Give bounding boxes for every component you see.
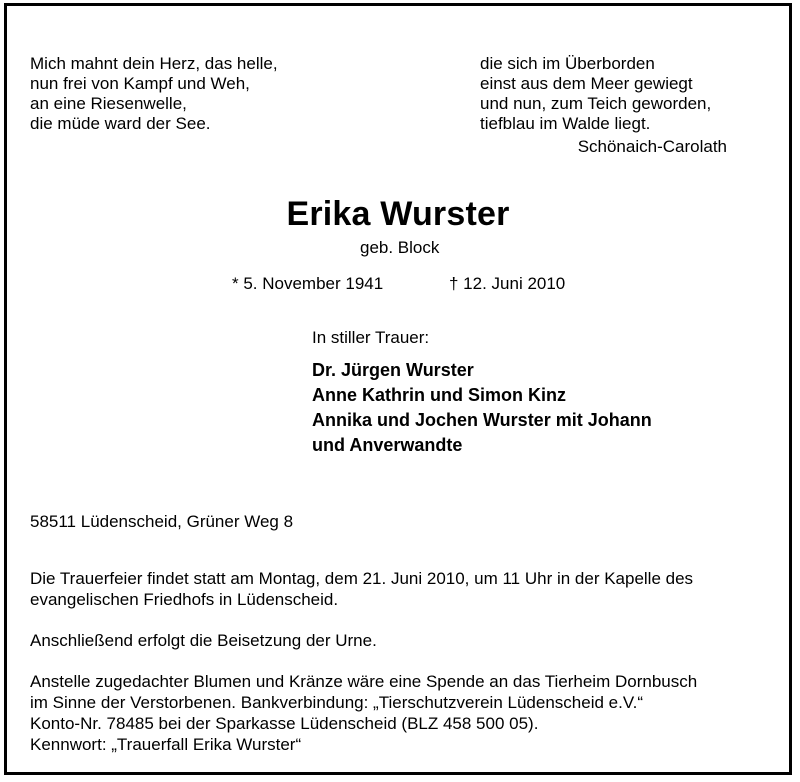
- mourner-name: Annika und Jochen Wurster mit Johann: [312, 410, 652, 430]
- poem-line: die sich im Überborden: [480, 54, 655, 73]
- poem-author: Schönaich-Carolath: [577, 137, 727, 156]
- family-address: 58511 Lüdenscheid, Grüner Weg 8: [30, 512, 294, 531]
- mourners-list: [312, 358, 652, 458]
- poem-line: Mich mahnt dein Herz, das helle,: [30, 54, 278, 73]
- poem-left-stanza: [30, 54, 278, 134]
- poem-line: und nun, zum Teich geworden,: [480, 94, 712, 113]
- obituary-notice: [4, 3, 792, 775]
- poem-line: an eine Riesenwelle,: [30, 94, 187, 113]
- poem-line: einst aus dem Meer gewiegt: [480, 74, 693, 93]
- birth-date: * 5. November 1941: [232, 274, 384, 293]
- mourner-name: Anne Kathrin und Simon Kinz: [312, 385, 566, 405]
- paragraph-line: Anschließend erfolgt die Beisetzung der Urne.: [30, 631, 377, 650]
- poem-right-stanza: [480, 54, 711, 134]
- paragraph-line: Konto-Nr. 78485 bei der Sparkasse Lüdenscheid (BLZ 458 500 05).: [30, 714, 539, 733]
- poem-line: nun frei von Kampf und Weh,: [30, 74, 250, 93]
- death-date: † 12. Juni 2010: [449, 274, 566, 293]
- burial-paragraph: [30, 630, 377, 651]
- mourner-name: Dr. Jürgen Wurster: [312, 360, 474, 380]
- paragraph-line: Anstelle zugedachter Blumen und Kränze wäre eine Spende an das Tierheim Dornbusch: [30, 672, 698, 691]
- paragraph-line: Kennwort: „Trauerfall Erika Wurster“: [30, 735, 302, 754]
- maiden-name: geb. Block: [360, 238, 440, 257]
- paragraph-line: Die Trauerfeier findet statt am Montag, dem 21. Juni 2010, um 11 Uhr in der Kapelle des: [30, 569, 694, 588]
- deceased-name: Erika Wurster: [286, 195, 510, 233]
- mourning-label: In stiller Trauer:: [312, 328, 430, 347]
- mourner-name: und Anverwandte: [312, 435, 463, 455]
- poem-line: tiefblau im Walde liegt.: [480, 114, 651, 133]
- funeral-service-paragraph: [30, 568, 693, 610]
- paragraph-line: evangelischen Friedhofs in Lüdenscheid.: [30, 590, 339, 609]
- poem-line: die müde ward der See.: [30, 114, 211, 133]
- paragraph-line: im Sinne der Verstorbenen. Bankverbindung: „Tierschutzverein Lüdenscheid e.V.“: [30, 693, 643, 712]
- donation-paragraph: [30, 671, 697, 755]
